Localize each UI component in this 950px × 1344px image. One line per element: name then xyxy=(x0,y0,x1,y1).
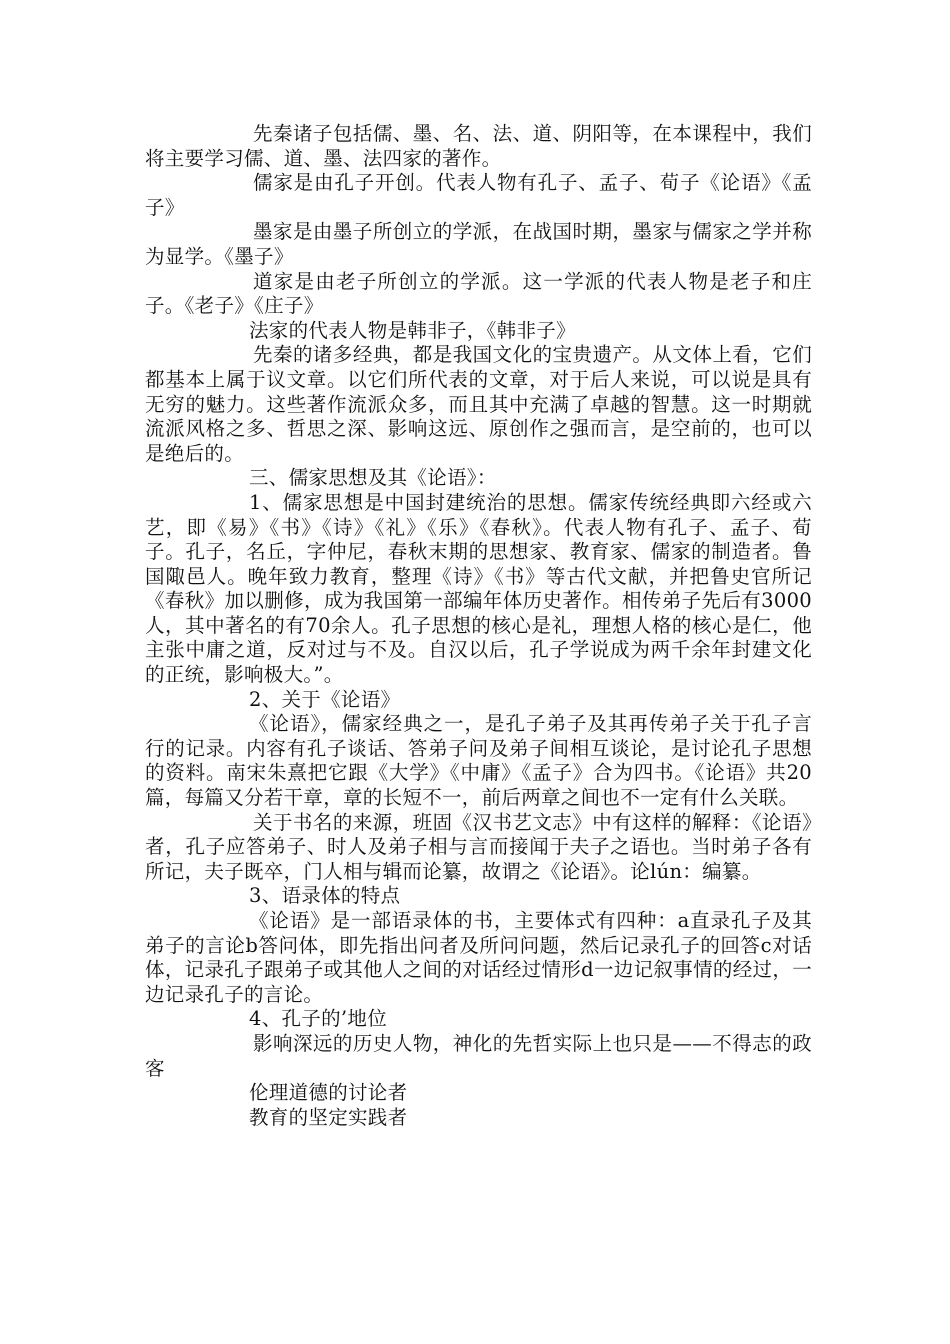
paragraph-confucianism: 儒家是由孔子开创。代表人物有孔子、孟子、荀子《论语》《孟子》 xyxy=(145,171,812,219)
section-heading-confucian-thought: 三、儒家思想及其《论语》： xyxy=(249,466,497,490)
paragraph-quotation-style: 《论语》是一部语录体的书，主要体式有四种：a直录孔子及其弟子的言论b答问体，即先指出问者及所问问题，然后记录孔子的回答c对话体，记录孔子跟弟子或其他人之间的对话经过情形d一边记叙事情的经过，一边记录孔子的言论。 xyxy=(145,909,812,1006)
paragraph-taoism: 道家是由老子所创立的学派。这一学派的代表人物是老子和庄子。《老子》《庄子》 xyxy=(145,269,812,318)
paragraph-about-analects: 《论语》，儒家经典之一，是孔子弟子及其再传弟子关于孔子言行的记录。内容有孔子谈话、答弟子问及弟子间相互谈论，是讨论孔子思想的资料。南宋朱熹把它跟《大学》《中庸》《孟子》合为四书。《论语》共20篇，每篇又分若干章，章的长短不一，前后两章之间也不一定有什么关联。 xyxy=(145,712,812,810)
paragraph-confucian-thought: 1、儒家思想是中国封建统治的思想。儒家传统经典即六经或六艺，即《易》《书》《诗》《礼》《乐》《春秋》。代表人物有孔子、孟子、荀子。孔子，名丘，字仲尼，春秋末期的思想家、教育家、儒家的制造者。鲁国陬邑人。晚年致力教育，整理《诗》《书》等古代文献，并把鲁史官所记《春秋》加以删修，成为我国第一部编年体历史著作。相传弟子先后有3000人，其中著名的有70余人。孔子思想的核心是礼，理想人格的核心是仁，他主张中庸之道，反对过与不及。自汉以后，孔子学说成为两千余年封建文化的正统，影响极大。”。 xyxy=(145,490,812,687)
document-body xyxy=(145,122,812,1130)
paragraph-mohism: 墨家是由墨子所创立的学派，在战国时期，墨家与儒家之学并称为显学。《墨子》 xyxy=(145,220,812,268)
paragraph-education-practitioner: 教育的坚定实践者 xyxy=(249,1105,408,1129)
section-heading-confucius-status: 4、孔子的’地位 xyxy=(249,1007,388,1031)
paragraph-legalism: 法家的代表人物是韩非子，《韩非子》 xyxy=(249,318,576,342)
paragraph-title-origin: 关于书名的来源，班固《汉书艺文志》中有这样的解释：《论语》者，孔子应答弟子、时人及弟子相与言而接闻于夫子之语也。当时弟子各有所记，夫子既卒，门人相与辑而论纂，故谓之《论语》。论lún：编纂。 xyxy=(145,810,812,883)
section-heading-about-analects: 2、关于《论语》 xyxy=(249,687,401,711)
paragraph-classics: 先秦的诸多经典，都是我国文化的宝贵遗产。从文体上看，它们都基本上属于议文章。以它们所代表的文章，对于后人来说，可以说是具有无穷的魅力。这些著作流派众多，而且其中充满了卓越的智慧。这一时期就流派风格之多、哲思之深、影响这远、原创作之强而言，是空前的，也可以是绝后的。 xyxy=(145,343,812,465)
section-heading-quotation-style: 3、语录体的特点 xyxy=(249,884,401,908)
paragraph-confucius-status: 影响深远的历史人物，神化的先哲实际上也只是——不得志的政客 xyxy=(145,1031,812,1080)
paragraph-ethics-discussant: 伦理道德的讨论者 xyxy=(249,1081,408,1105)
paragraph-pre-qin-schools: 先秦诸子包括儒、墨、名、法、道、阴阳等，在本课程中，我们将主要学习儒、道、墨、法四家的著作。 xyxy=(145,122,812,170)
